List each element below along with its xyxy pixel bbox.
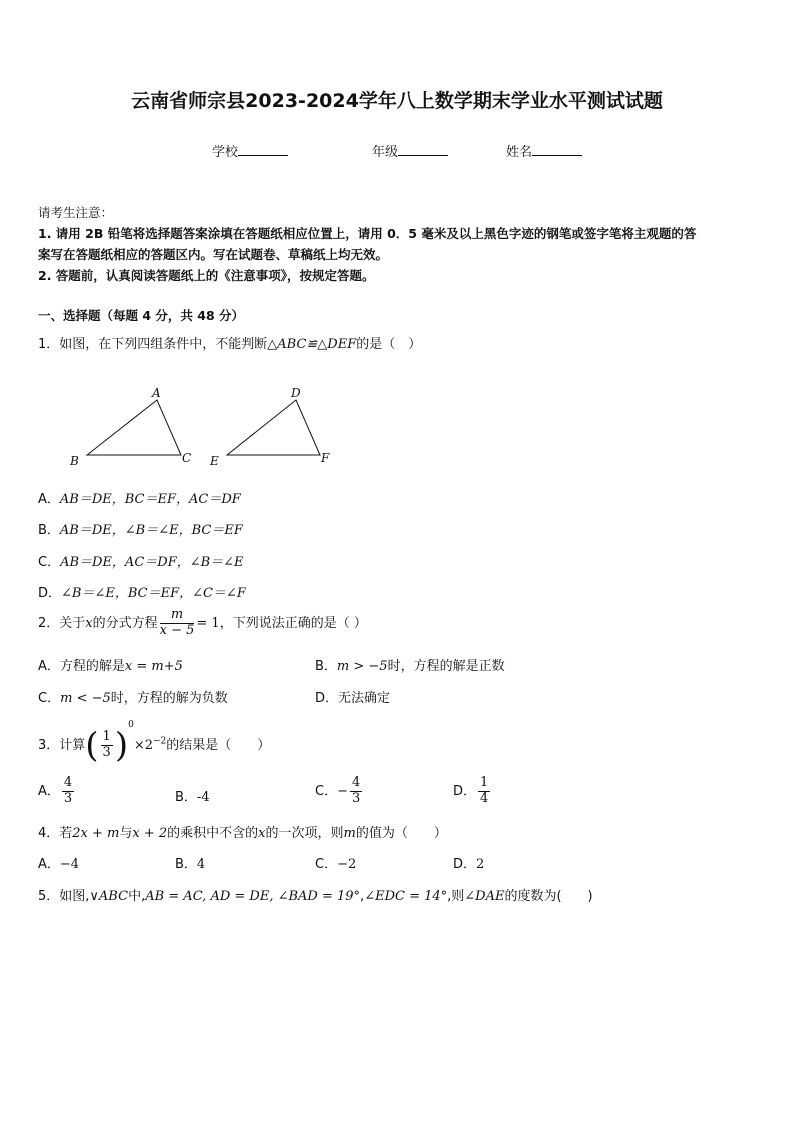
name-label: 姓名 [506, 145, 533, 160]
label-b: B [70, 454, 79, 468]
label-f: F [321, 451, 330, 465]
question-1-expr: △ABC≌△DEF [267, 337, 357, 352]
label-e: E [210, 454, 219, 468]
triangle-def [227, 400, 320, 455]
question-2-option-b[interactable]: B．m > −5时，方程的解是正数 [315, 659, 505, 674]
question-1-option-a[interactable]: A．AB＝DE，BC＝EF，AC＝DF [38, 492, 241, 507]
question-2-fraction: $\frac{m}{x - 5}$ [159, 607, 195, 638]
section-heading: 一、选择题（每题 4 分，共 48 分） [38, 308, 245, 323]
question-4-option-a[interactable]: A．−4 [38, 857, 80, 872]
question-4-stem: 4．若2x + m与x + 2的乘积中不含的x的一次项，则m的值为（ ） [38, 826, 447, 841]
question-4-option-b[interactable]: B．4 [175, 857, 206, 872]
school-label: 学校 [212, 145, 239, 160]
notice-heading: 请考生注意： [38, 205, 114, 220]
name-field[interactable] [506, 141, 582, 160]
question-2-option-a[interactable]: A．方程的解是x = m+5 [38, 659, 183, 674]
question-1-stem: 1．如图，在下列四组条件中，不能判断△ABC≌△DEF的是（ ） [38, 337, 422, 352]
page-title: 云南省师宗县2023-2024学年八上数学期末学业水平测试试题 [131, 90, 663, 112]
question-5-stem: 5．如图,∨ABC中,AB = AC, AD = DE, ∠BAD = 19°,∠EDC = 14°,则∠DAE的度数为( ) [38, 889, 593, 904]
question-4-option-c[interactable]: C．−2 [315, 857, 357, 872]
notice-item-1-line-1: 1. 请用 2B 铅笔将选择题答案涂填在答题纸相应位置上，请用 0．5 毫米及以上黑色字迹的钢笔或签字笔将主观题的答 [38, 226, 697, 241]
grade-label: 年级 [372, 145, 399, 160]
question-3-option-d[interactable]: D． $\frac{1}{4}$ [453, 775, 489, 806]
question-2-stem: 2．关于x的分式方程 $\frac{m}{x - 5}$ = 1，下列说法正确的是（ ） [38, 607, 367, 638]
grade-field[interactable] [372, 141, 448, 160]
question-1-option-c[interactable]: C．AB＝DE，AC＝DF，∠B＝∠E [38, 555, 244, 570]
notice-item-1-line-2: 案写在答题纸相应的答题区内。写在试题卷、草稿纸上均无效。 [38, 247, 389, 262]
question-1-option-b[interactable]: B．AB＝DE，∠B＝∠E，BC＝EF [38, 523, 243, 538]
question-1-option-d[interactable]: D．∠B＝∠E，BC＝EF，∠C＝∠F [38, 586, 246, 601]
question-3-option-a[interactable]: A． $\frac{4}{3}$ [38, 775, 73, 806]
notice-item-2: 2. 答题前，认真阅读答题纸上的《注意事项》，按规定答题。 [38, 268, 375, 283]
label-c: C [182, 451, 192, 465]
question-2-option-d[interactable]: D．无法确定 [315, 691, 391, 706]
triangle-figure [60, 382, 380, 472]
school-field[interactable] [212, 141, 288, 160]
question-3-option-b[interactable]: B．-4 [175, 790, 210, 805]
label-a: A [152, 386, 161, 400]
label-d: D [291, 386, 301, 400]
question-4-option-d[interactable]: D．2 [453, 857, 485, 872]
question-3-stem: 3．计算( $\frac{1}{3}$ )$^0\times 2^{-2}$的结果是（ ） [38, 720, 271, 766]
triangle-abc [87, 400, 181, 455]
question-3-option-c[interactable]: C．− $\frac{4}{3}$ [315, 775, 361, 806]
question-2-option-c[interactable]: C．m < −5时，方程的解为负数 [38, 691, 228, 706]
